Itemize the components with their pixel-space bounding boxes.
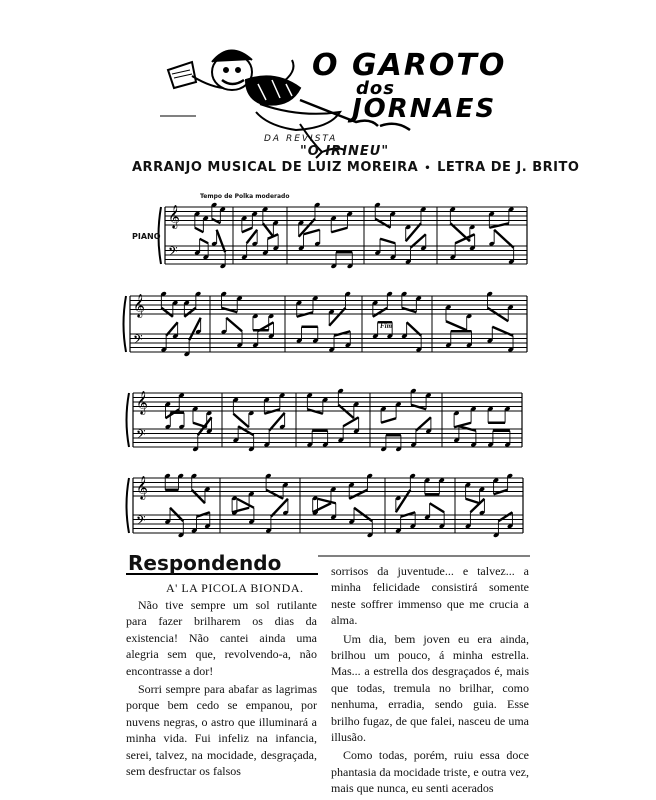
treble-clef-icon: 𝄞 bbox=[133, 293, 145, 317]
treble-clef-icon: 𝄞 bbox=[168, 204, 180, 228]
paragraph: Como todas, porém, ruiu essa doce phantasia da mocidade triste, e outra vez, mais que nunca, eu senti acerados bbox=[331, 748, 529, 796]
tempo-marking: Tempo de Polka moderado bbox=[200, 193, 290, 200]
title-line-3: JORNAES bbox=[352, 94, 497, 124]
arranger-credit: ARRANJO MUSICAL DE LUIZ MOREIRA bbox=[132, 160, 419, 175]
title-line-2: dos bbox=[356, 78, 395, 99]
bass-clef-icon: 𝄢 bbox=[136, 427, 146, 445]
lyricist-credit: LETRA DE J. BRITO bbox=[437, 160, 580, 175]
paragraph: sorrisos da juventude... e talvez... a minha felicidade consistirá somente neste soffrer immenso que me crucia a alma. bbox=[331, 564, 529, 628]
bass-clef-icon: 𝄢 bbox=[133, 332, 143, 350]
bass-clef-icon: 𝄢 bbox=[168, 244, 178, 262]
revista-label: DA REVISTA bbox=[264, 134, 338, 144]
paragraph: Não tive sempre um sol rutilante para fazer brilharem os dias da existencia! Não cantei ainda uma alegria sem que, revolvendo-a, não encontrasse a dor! bbox=[126, 598, 317, 678]
bullet: • bbox=[424, 163, 432, 174]
title-line-1: O GAROTO bbox=[312, 48, 507, 83]
treble-clef-icon: 𝄞 bbox=[136, 475, 148, 499]
instrument-label: PIANO bbox=[132, 232, 161, 241]
article-column-2 bbox=[331, 563, 529, 797]
article-subheading: A' LA PICOLA BIONDA. bbox=[166, 581, 304, 595]
treble-clef-icon: 𝄞 bbox=[136, 390, 148, 414]
fim-marking: Fim bbox=[380, 322, 393, 330]
article-column-1 bbox=[126, 597, 317, 779]
revista-name: "O IRINEU" bbox=[300, 144, 390, 159]
article-heading: Respondendo bbox=[128, 551, 282, 575]
bass-clef-icon: 𝄢 bbox=[136, 513, 146, 531]
paragraph: Sorri sempre para abafar as lagrimas porque bem cedo se empanou, por nuvens negras, o astro que illuminará a minha vida. Fui infeliz na infancia, serei, talvez, na mocidade, desgraçada, sem desfructar os falsos bbox=[126, 682, 317, 779]
paragraph: Um dia, bem joven eu era ainda, brilhou um pouco, á minha estrella. Mas... a estrella dos desgraçados é, mais que todas, tremula no brilhar, como nenhuma, erradia, sendo guia. Esse brilho fugaz, de que falei, nasceu de uma illusão. bbox=[331, 631, 529, 745]
